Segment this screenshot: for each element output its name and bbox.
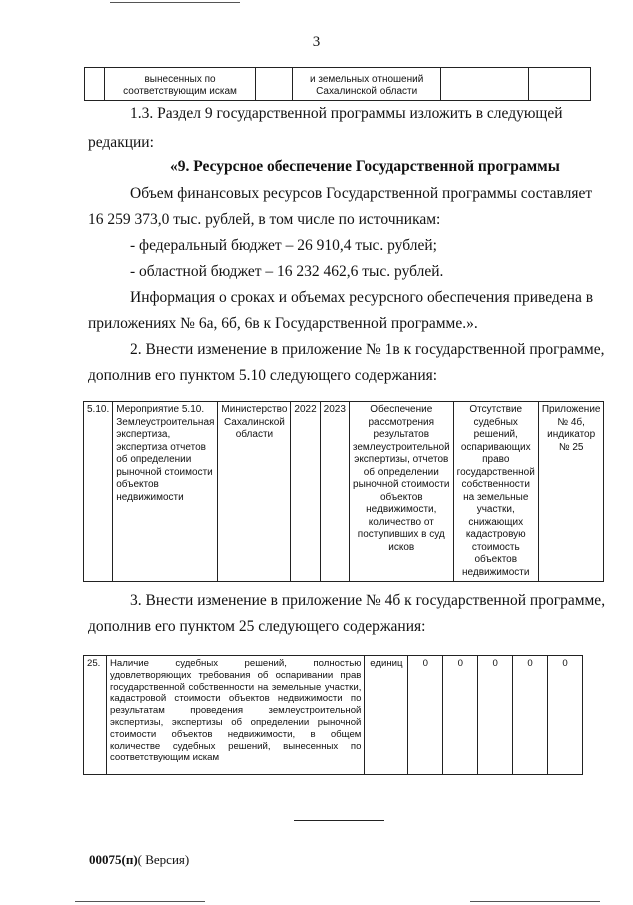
paragraph-info-cont: приложениях № 6а, 6б, 6в к Государственной программе.». [88, 315, 478, 332]
paragraph-volume-cont: 16 259 373,0 тыс. рублей, в том числе по источникам: [88, 211, 441, 228]
paragraph-2-cont: дополнив его пунктом 5.10 следующего содержания: [88, 367, 438, 384]
paragraph-3-cont: дополнив его пунктом 25 следующего содержания: [88, 618, 426, 635]
table-cell [528, 68, 590, 101]
page-number: 3 [312, 34, 321, 50]
executor-cell: Министерство Сахалинской области [218, 402, 291, 582]
table-cell: вынесенных по соответствующим искам [105, 68, 256, 101]
paragraph-1-3-cont: редакции: [88, 134, 154, 151]
result-cell: Обеспечение рассмотрения результатов землеустроительной экспертизы, отчетов об определении рыночной стоимости объектов недвижимости, количество от поступивших в суд исков [349, 402, 453, 582]
table-5-10 [83, 401, 604, 582]
table-cell [256, 68, 293, 101]
row-number: 5.10. [84, 402, 113, 582]
bullet-federal: - федеральный бюджет – 26 910,4 тыс. рублей; [130, 237, 437, 254]
footer-code: 00075(п) [89, 852, 138, 867]
continuation-table [84, 67, 591, 101]
link-cell: Приложение № 4б, индикатор № 25 [538, 402, 604, 582]
end-year-cell: 2023 [320, 402, 349, 582]
value-cell: 0 [408, 656, 443, 775]
paragraph-volume: Объем финансовых ресурсов Государственной программы составляет [130, 185, 593, 202]
footer [89, 852, 189, 868]
paragraph-3: 3. Внести изменение в приложение № 4б к государственной программе, [130, 592, 606, 609]
bullet-regional: - областной бюджет – 16 232 462,6 тыс. рублей. [130, 263, 444, 280]
table-cell: и земельных отношений Сахалинской области [293, 68, 441, 101]
scan-artifact-top [110, 2, 240, 3]
unit-cell: единиц [365, 656, 408, 775]
paragraph-1-3: 1.3. Раздел 9 государственной программы изложить в следующей [130, 105, 563, 122]
value-cell: 0 [478, 656, 513, 775]
table-cell [85, 68, 105, 101]
separator-line [294, 820, 384, 821]
paragraph-info: Информация о сроках и объемах ресурсного обеспечения приведена в [130, 289, 594, 306]
paragraph-2: 2. Внести изменение в приложение № 1в к государственной программе, [130, 341, 605, 358]
indicator-name-cell: Наличие судебных решений, полностью удовлетворяющих требования об оспаривании прав государственной собственности на земельные участки, кадастровой стоимости объектов недвижимости по результатам проведения землеустроительной экспертизы, экспертизы об определении рыночной стоимости объектов недвижимости, в общем количестве судебных решений, вынесенных по соответствующим искам [106, 656, 364, 775]
value-cell: 0 [443, 656, 478, 775]
scan-artifact-bottom-right [470, 901, 600, 902]
value-cell: 0 [548, 656, 583, 775]
table-cell [441, 68, 529, 101]
table-25 [83, 655, 583, 775]
scan-artifact-bottom [75, 901, 205, 902]
footer-version: ( Версия) [137, 852, 190, 867]
consequence-cell: Отсутствие судебных решений, оспаривающих право государственной собственности на земельные участки, снижающих кадастровую стоимость объектов недвижимости [453, 402, 538, 582]
value-cell: 0 [513, 656, 548, 775]
section-heading: «9. Ресурсное обеспечение Государственной программы [170, 158, 560, 175]
row-number: 25. [84, 656, 107, 775]
event-cell: Мероприятие 5.10. Землеустроительная экспертиза, экспертиза отчетов об определении рыночной стоимости объектов недвижимости [113, 402, 218, 582]
start-year-cell: 2022 [291, 402, 320, 582]
